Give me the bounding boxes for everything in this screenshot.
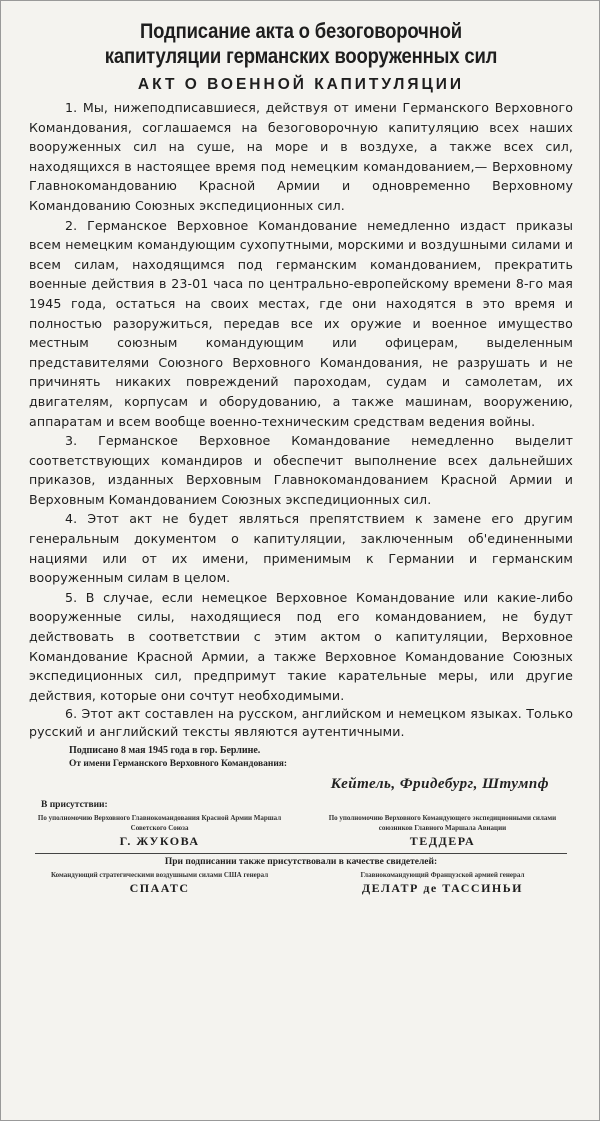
document-subtitle: АКТ О ВОЕННОЙ КАПИТУЛЯЦИИ [137,76,465,93]
paragraph-4: 4. Этот акт не будет являться препятствием к замене его другим генеральным документом о капитуляции, заключенным об'единенными нациями или от их имени, применимым к Германии и германским вооруженным силам в целом. [29,511,573,586]
document-content [29,19,573,896]
paragraph-5: 5. В случае, если немецкое Верховное Командование или какие-либо вооруженные силы, находящиеся под его командованием, не будут действовать в соответствии с этим актом о капитуляции, Верховное Командование Красной Армии, а также Верховное Командование Союзных экспедиционных сил, предпримут такие карательные меры, или другие действия, которые они сочтут необходимыми. [29,589,573,703]
french-witness-name: ДЕЛАТР де ТАССИНЬИ [361,881,524,896]
french-witness-role: Главнокомандующий Французской армией генерал [360,870,525,879]
paragraph-3: 3. Германское Верховное Командование немедленно выделит соответствующих командиров и обеспечит выполнение всех дальнейших приказов, изданных Верховным Главнокомандованием Красной Армии и Верховным Командованием Союзных экспедиционных сил. [29,433,573,507]
french-witness-block [312,871,573,896]
soviet-signature-block [29,814,290,848]
us-witness-name: СПААТС [129,881,190,896]
soviet-signatory-name: Г. ЖУКОВА [119,833,200,848]
soviet-authority-text: По уполномочию Верховного Главнокомандования Красной Армии Маршал Советского Союза [37,814,282,832]
allied-signature-block [312,814,573,848]
divider-line [35,853,567,854]
witness-signatures [29,871,573,896]
title-line-2: капитуляции германских вооруженных сил [104,44,498,68]
allied-signatures [29,814,573,848]
allied-signatory-name: ТЕДДЕРА [409,833,476,848]
us-witness-block [29,871,290,896]
in-presence-label: В присутствии: [41,800,108,811]
witnesses-heading: При подписании также присутствовали в качестве свидетелей: [164,856,438,867]
paragraph-1: 1. Мы, нижеподписавшиеся, действуя от имени Германского Верховного Командования, соглашаемся на безоговорочную капитуляцию всех наших вооруженных сил на суше, на море и в воздухе, а также всех сил, находящихся в настоящее время под немецким командованием,— Верховному Главнокомандованию Красной Армии и одновременно Верховному Командованию Союзных экспедиционных сил. [29,100,573,213]
title-line-1: Подписание акта о безоговорочной [140,19,462,43]
allied-authority-text: По уполномочию Верховного Командующего экспедиционными силами союзников Главного Маршала Авиации [328,814,557,832]
us-witness-role: Командующий стратегическими воздушными силами США генерал [50,870,269,879]
german-signatories: Кейтель, Фридебург, Штумпф [330,776,549,793]
paragraph-2: 2. Германское Верховное Командование немедленно издаст приказы всем немецким командующим сухопутными, морскими и воздушными силами и всем силам, находящимся под германским командованием, прекратить военные действия в 23-01 часа по центрально-европейскому времени 8-го мая 1945 года, остаться на своих местах, где они находятся в это время и полностью разоружиться, передав все их оружие и военное имущество местным союзным командующим или офицерам, выделенным представителями Союзного Верховного Командования, не разрушать и не причинять никаких повреждений пароходам, судам и самолетам, их двигателям, корпусам и оборудованию, а также машинам, вооружению, аппаратам и всем вообще военно-техническим средствам ведения войны. [29,217,573,429]
signed-date-line: Подписано 8 мая 1945 года в гор. Берлине. [69,745,261,757]
document-title [67,19,535,69]
on-behalf-line: От имени Германского Верховного Командования: [69,759,288,770]
paragraph-6: 6. Этот акт составлен на русском, английском и немецком языках. Только русский и английский тексты являются аутентичными. [29,706,573,740]
